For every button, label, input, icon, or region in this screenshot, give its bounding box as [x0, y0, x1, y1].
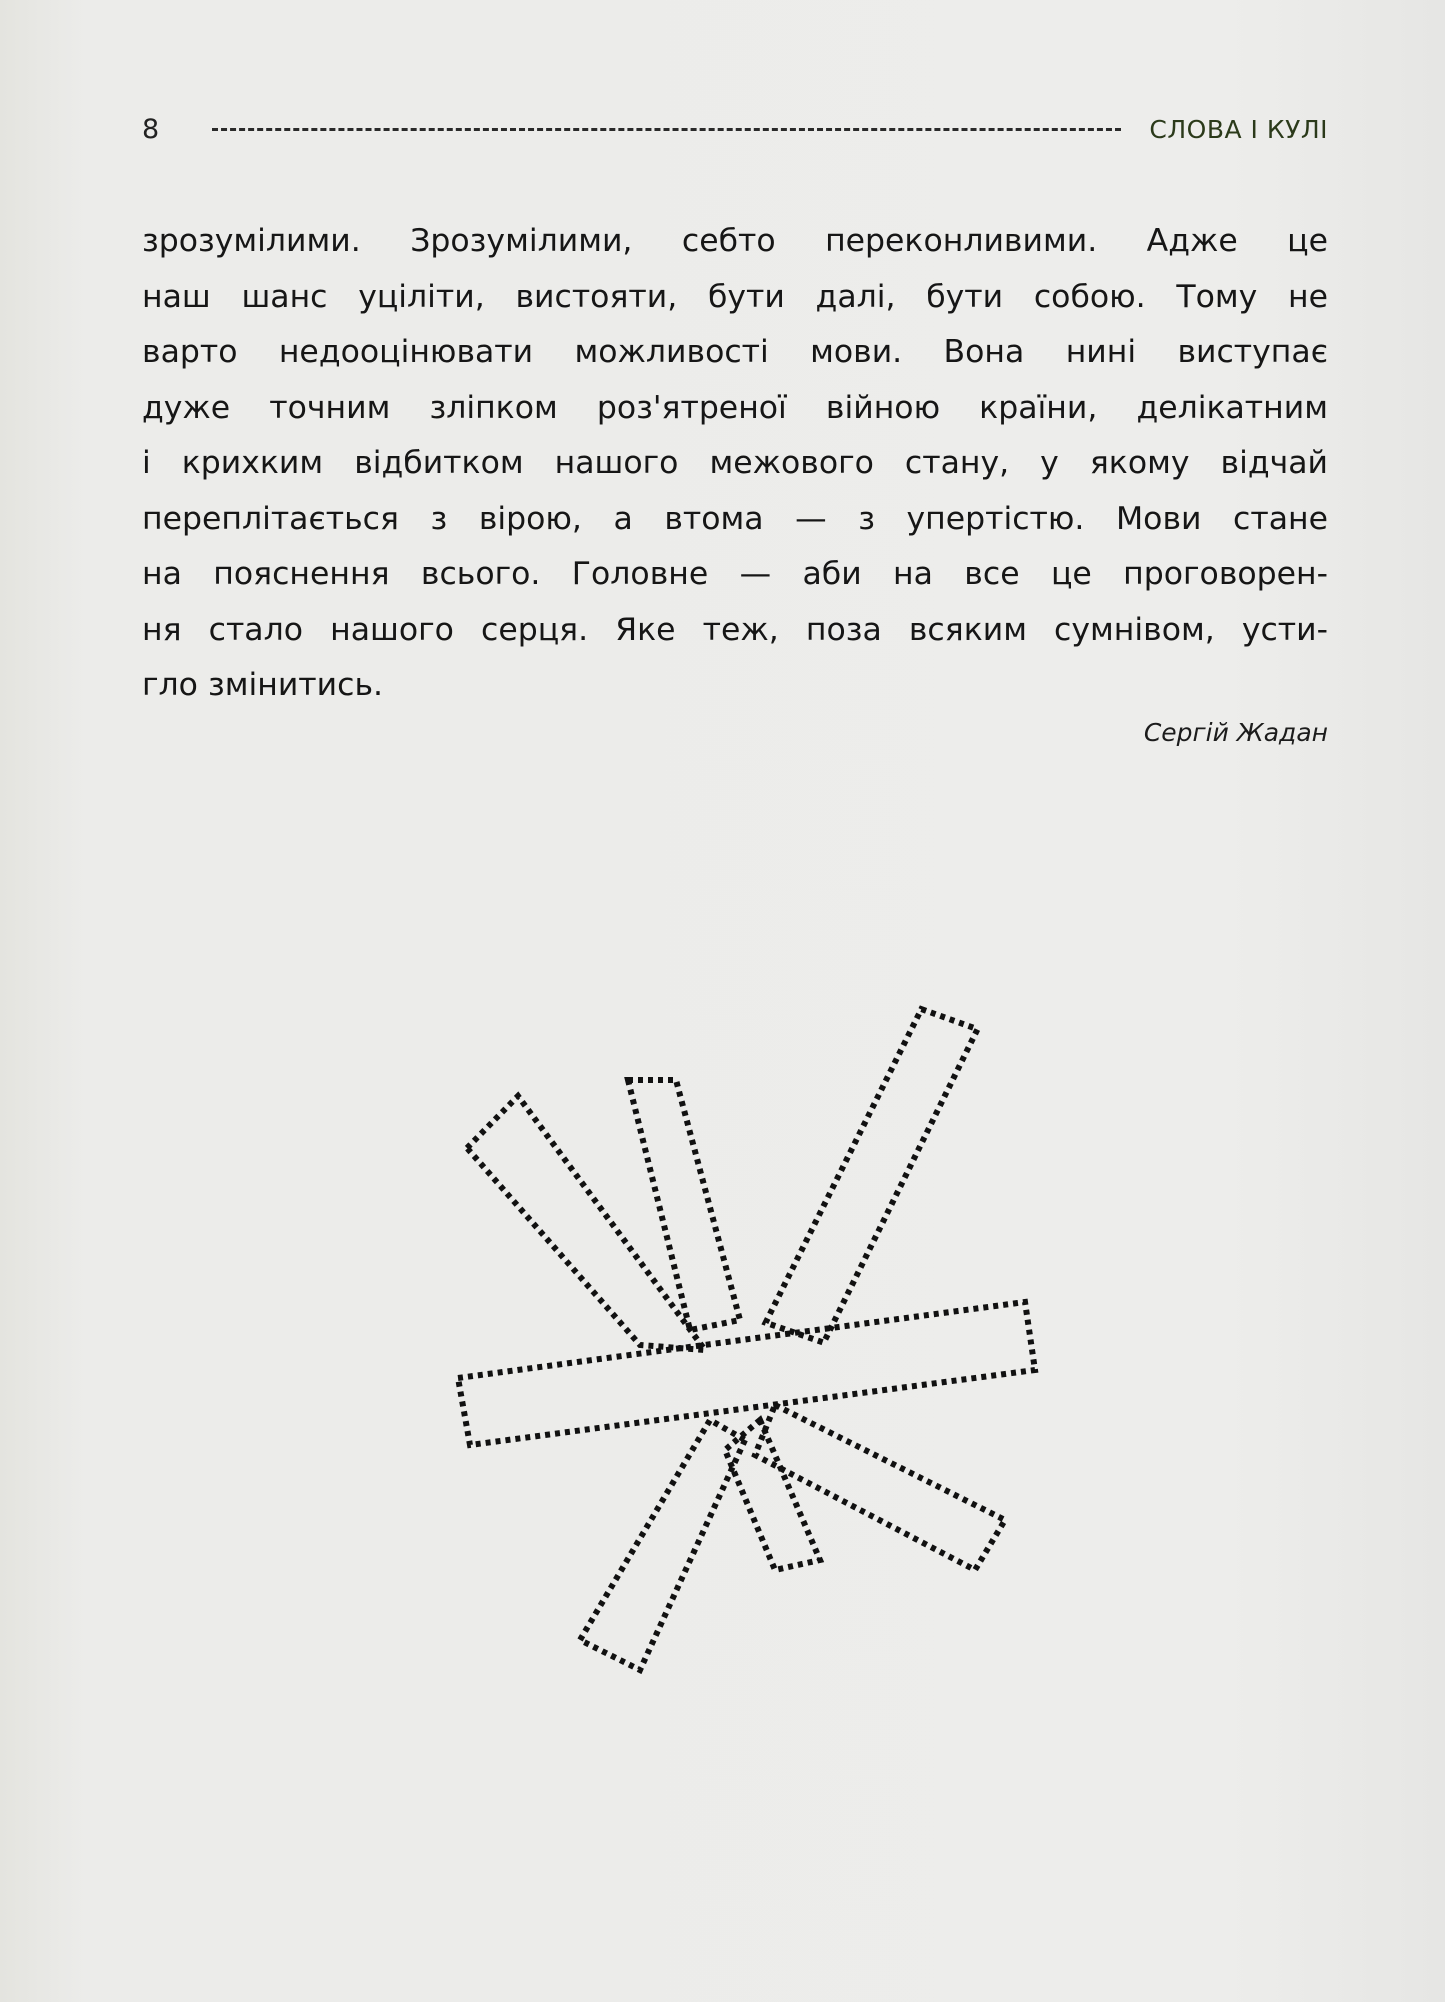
page-number: 8: [142, 113, 160, 145]
text-line: переплітається з вірою, а втома — з упертістю. Мови стане: [142, 500, 1328, 537]
asterisk-arm-outline: [755, 1405, 1005, 1570]
text-line: і крихким відбитком нашого межового стану, у якому відчай: [142, 445, 1328, 481]
book-title: СЛОВА І КУЛІ: [1149, 114, 1328, 144]
text-line: дуже точним зліпком роз'ятреної війною країни, делікатним: [142, 389, 1328, 426]
asterisk-arm-outline: [725, 1420, 820, 1570]
text-line: на пояснення всього. Головне — аби на все це проговорен-: [142, 556, 1328, 592]
author-signature: Сергій Жадан: [1143, 718, 1328, 747]
asterisk-arm-outline: [750, 1006, 994, 1345]
text-line: зрозумілими. Зрозумілими, себто переконливими. Адже це: [142, 223, 1328, 259]
asterisk-arm-outline: [628, 1080, 740, 1330]
asterisk-arm-outline: [458, 1302, 1035, 1445]
text-line: ня стало нашого серця. Яке теж, поза всяким сумнівом, усти-: [142, 611, 1328, 648]
text-line: варто недооцінювати можливості мови. Вона нині виступає: [142, 334, 1328, 370]
text-line: наш шанс уціліти, вистояти, бути далі, бути собою. Тому не: [142, 278, 1328, 315]
text-line: гло змінитись.: [142, 667, 384, 703]
asterisk-arm-outline: [467, 1096, 705, 1350]
asterisk-arm-outline: [580, 1420, 745, 1670]
